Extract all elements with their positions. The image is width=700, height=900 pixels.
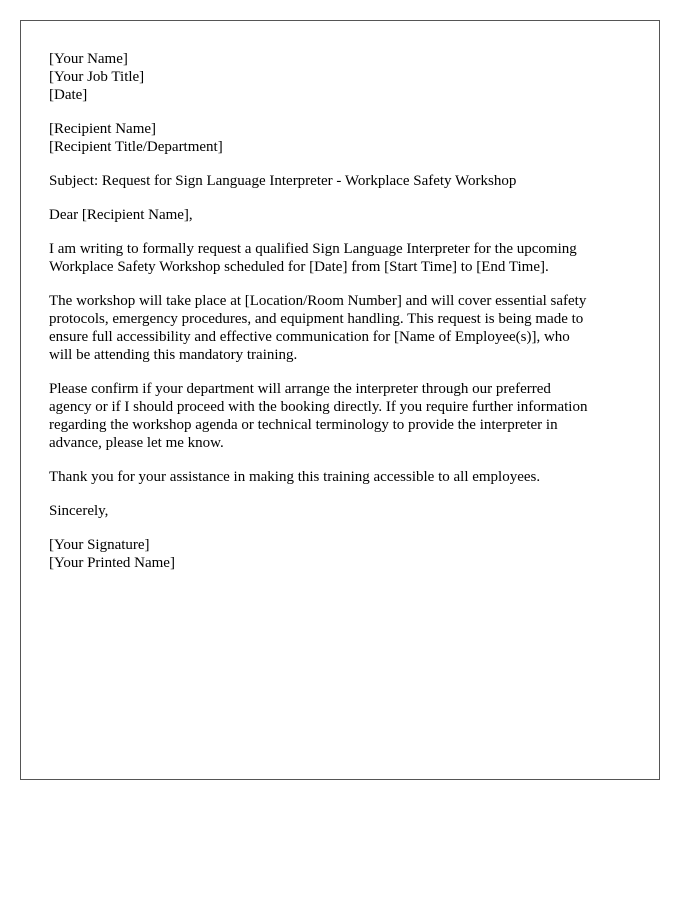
recipient-name: [Recipient Name] xyxy=(49,121,157,137)
paragraph-line: Workplace Safety Workshop scheduled for [Date] from [Start Time] to [End Time]. xyxy=(49,259,549,275)
paragraph-details xyxy=(49,292,587,364)
paragraph-line: agency or if I should proceed with the booking directly. If you require further information xyxy=(49,399,588,415)
paragraph-line: I am writing to formally request a qualified Sign Language Interpreter for the upcoming xyxy=(49,241,577,257)
subject-line xyxy=(49,172,587,190)
letter-body xyxy=(49,50,587,588)
printed-name: [Your Printed Name] xyxy=(49,555,175,571)
closing xyxy=(49,502,587,520)
sender-name: [Your Name] xyxy=(49,51,128,67)
paragraph-line: will be attending this mandatory training. xyxy=(49,347,298,363)
recipient-title: [Recipient Title/Department] xyxy=(49,139,223,155)
paragraph-line: advance, please let me know. xyxy=(49,435,224,451)
recipient-block xyxy=(49,120,587,156)
closing-text: Sincerely, xyxy=(49,503,109,519)
paragraph-confirm xyxy=(49,380,587,452)
letter-page xyxy=(20,20,660,780)
salutation xyxy=(49,206,587,224)
paragraph-line: regarding the workshop agenda or technical terminology to provide the interpreter in xyxy=(49,417,558,433)
sender-block xyxy=(49,50,587,104)
signature: [Your Signature] xyxy=(49,537,150,553)
paragraph-line: ensure full accessibility and effective communication for [Name of Employee(s)], who xyxy=(49,329,570,345)
paragraph-thanks xyxy=(49,468,587,486)
paragraph-request xyxy=(49,240,587,276)
sender-job-title: [Your Job Title] xyxy=(49,69,145,85)
paragraph-line: The workshop will take place at [Location/Room Number] and will cover essential safety xyxy=(49,293,587,309)
paragraph-line: Please confirm if your department will arrange the interpreter through our preferred xyxy=(49,381,551,397)
paragraph-line: protocols, emergency procedures, and equipment handling. This request is being made to xyxy=(49,311,584,327)
salutation-text: Dear [Recipient Name], xyxy=(49,207,193,223)
subject-text: Subject: Request for Sign Language Interpreter - Workplace Safety Workshop xyxy=(49,173,517,189)
signature-block xyxy=(49,536,587,572)
paragraph-line: Thank you for your assistance in making this training accessible to all employees. xyxy=(49,469,541,485)
letter-date: [Date] xyxy=(49,87,88,103)
